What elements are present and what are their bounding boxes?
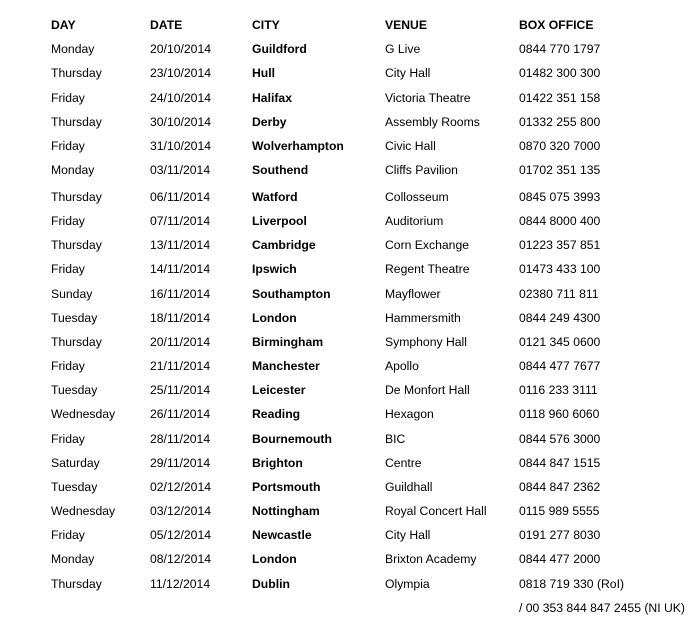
cell-date: 03/12/2014	[150, 504, 211, 518]
cell-city: London	[252, 311, 297, 325]
cell-date: 08/12/2014	[150, 552, 211, 566]
cell-city: Manchester	[252, 359, 320, 373]
cell-venue: Centre	[385, 456, 422, 470]
cell-day: Friday	[51, 262, 85, 276]
cell-date: 18/11/2014	[150, 311, 211, 325]
cell-venue: Royal Concert Hall	[385, 504, 487, 518]
header-box-office: BOX OFFICE	[519, 18, 594, 32]
cell-date: 13/11/2014	[150, 238, 211, 252]
cell-date: 21/11/2014	[150, 359, 211, 373]
cell-city: Guildford	[252, 42, 307, 56]
cell-day: Friday	[51, 214, 85, 228]
cell-box-office: 01482 300 300	[519, 66, 601, 80]
cell-date: 16/11/2014	[150, 287, 211, 301]
cell-box-office: 01422 351 158	[519, 91, 601, 105]
cell-venue: Civic Hall	[385, 139, 436, 153]
cell-box-office: 0844 847 1515	[519, 456, 601, 470]
cell-day: Friday	[51, 432, 85, 446]
header-city: CITY	[252, 18, 280, 32]
cell-city: Cambridge	[252, 238, 316, 252]
cell-venue: Hexagon	[385, 407, 434, 421]
cell-day: Wednesday	[51, 504, 116, 518]
cell-box-office: 0844 576 3000	[519, 432, 601, 446]
cell-box-office: 0870 320 7000	[519, 139, 601, 153]
cell-box-office: 0118 960 6060	[519, 407, 600, 421]
cell-date: 23/10/2014	[150, 66, 211, 80]
cell-venue: Symphony Hall	[385, 335, 467, 349]
cell-venue: Corn Exchange	[385, 238, 470, 252]
cell-date: 06/11/2014	[150, 190, 211, 204]
cell-venue: Guildhall	[385, 480, 433, 494]
cell-date: 26/11/2014	[150, 407, 211, 421]
cell-city: Liverpool	[252, 214, 307, 228]
cell-venue: Regent Theatre	[385, 262, 470, 276]
cell-venue: City Hall	[385, 528, 431, 542]
cell-venue: BIC	[385, 432, 406, 446]
cell-city: Nottingham	[252, 504, 320, 518]
header-date: DATE	[150, 18, 183, 32]
cell-date: 31/10/2014	[150, 139, 211, 153]
cell-day: Saturday	[51, 456, 100, 470]
cell-date: 03/11/2014	[150, 163, 211, 177]
cell-date: 07/11/2014	[150, 214, 211, 228]
cell-date: 29/11/2014	[150, 456, 211, 470]
cell-date: 20/10/2014	[150, 42, 211, 56]
cell-box-office: 0844 770 1797	[519, 42, 601, 56]
cell-date: 24/10/2014	[150, 91, 211, 105]
cell-box-office: 0116 233 3111	[519, 383, 598, 397]
cell-day: Thursday	[51, 335, 102, 349]
cell-date: 05/12/2014	[150, 528, 211, 542]
cell-date: 25/11/2014	[150, 383, 211, 397]
cell-date: 11/12/2014	[150, 577, 211, 591]
cell-date: 20/11/2014	[150, 335, 211, 349]
cell-box-office: 01702 351 135	[519, 163, 601, 177]
cell-box-office: 0115 989 5555	[519, 504, 600, 518]
header-day: DAY	[51, 18, 76, 32]
cell-day: Tuesday	[51, 383, 98, 397]
cell-date: 14/11/2014	[150, 262, 211, 276]
cell-venue: City Hall	[385, 66, 431, 80]
cell-venue: Collosseum	[385, 190, 449, 204]
cell-day: Friday	[51, 91, 85, 105]
cell-city: Newcastle	[252, 528, 312, 542]
cell-date: 30/10/2014	[150, 115, 211, 129]
cell-box-office: 0844 847 2362	[519, 480, 601, 494]
cell-city: London	[252, 552, 297, 566]
cell-day: Monday	[51, 552, 95, 566]
cell-city: Birmingham	[252, 335, 324, 349]
cell-box-office: 0844 249 4300	[519, 311, 601, 325]
cell-day: Wednesday	[51, 407, 116, 421]
cell-venue: G Live	[385, 42, 421, 56]
header-venue: VENUE	[385, 18, 427, 32]
cell-day: Friday	[51, 528, 85, 542]
cell-city: Halifax	[252, 91, 292, 105]
cell-day: Monday	[51, 163, 95, 177]
cell-day: Sunday	[51, 287, 93, 301]
cell-city: Watford	[252, 190, 298, 204]
cell-venue: Auditorium	[385, 214, 444, 228]
cell-box-office: 0844 8000 400	[519, 214, 601, 228]
cell-venue: De Monfort Hall	[385, 383, 470, 397]
cell-city: Southampton	[252, 287, 331, 301]
cell-box-office: 01332 255 800	[519, 115, 601, 129]
cell-city: Southend	[252, 163, 309, 177]
cell-city: Portsmouth	[252, 480, 321, 494]
cell-box-office: 0818 719 330 (RoI)	[519, 577, 625, 591]
cell-city: Brighton	[252, 456, 303, 470]
cell-box-office: 0121 345 0600	[519, 335, 601, 349]
cell-city: Bournemouth	[252, 432, 332, 446]
cell-box-office: 01223 357 851	[519, 238, 601, 252]
box-office-continuation: / 00 353 844 847 2455 (NI UK)	[519, 601, 685, 615]
cell-city: Dublin	[252, 577, 290, 591]
cell-venue: Mayflower	[385, 287, 441, 301]
cell-city: Hull	[252, 66, 276, 80]
cell-day: Monday	[51, 42, 95, 56]
cell-city: Ipswich	[252, 262, 297, 276]
cell-venue: Cliffs Pavilion	[385, 163, 458, 177]
cell-date: 28/11/2014	[150, 432, 211, 446]
cell-box-office: 02380 711 811	[519, 287, 599, 301]
cell-day: Thursday	[51, 577, 102, 591]
cell-venue: Olympia	[385, 577, 430, 591]
cell-date: 02/12/2014	[150, 480, 211, 494]
cell-day: Thursday	[51, 115, 102, 129]
cell-box-office: 01473 433 100	[519, 262, 601, 276]
cell-city: Leicester	[252, 383, 306, 397]
cell-box-office: 0844 477 7677	[519, 359, 601, 373]
cell-box-office: 0191 277 8030	[519, 528, 601, 542]
cell-city: Derby	[252, 115, 287, 129]
cell-box-office: 0844 477 2000	[519, 552, 601, 566]
cell-day: Tuesday	[51, 480, 98, 494]
cell-box-office: 0845 075 3993	[519, 190, 601, 204]
cell-day: Thursday	[51, 190, 102, 204]
cell-venue: Victoria Theatre	[385, 91, 471, 105]
cell-venue: Assembly Rooms	[385, 115, 480, 129]
cell-city: Reading	[252, 407, 301, 421]
cell-city: Wolverhampton	[252, 139, 344, 153]
cell-day: Tuesday	[51, 311, 98, 325]
cell-day: Thursday	[51, 66, 102, 80]
cell-day: Thursday	[51, 238, 102, 252]
cell-day: Friday	[51, 359, 85, 373]
cell-venue: Apollo	[385, 359, 419, 373]
cell-day: Friday	[51, 139, 85, 153]
cell-venue: Brixton Academy	[385, 552, 477, 566]
cell-venue: Hammersmith	[385, 311, 461, 325]
